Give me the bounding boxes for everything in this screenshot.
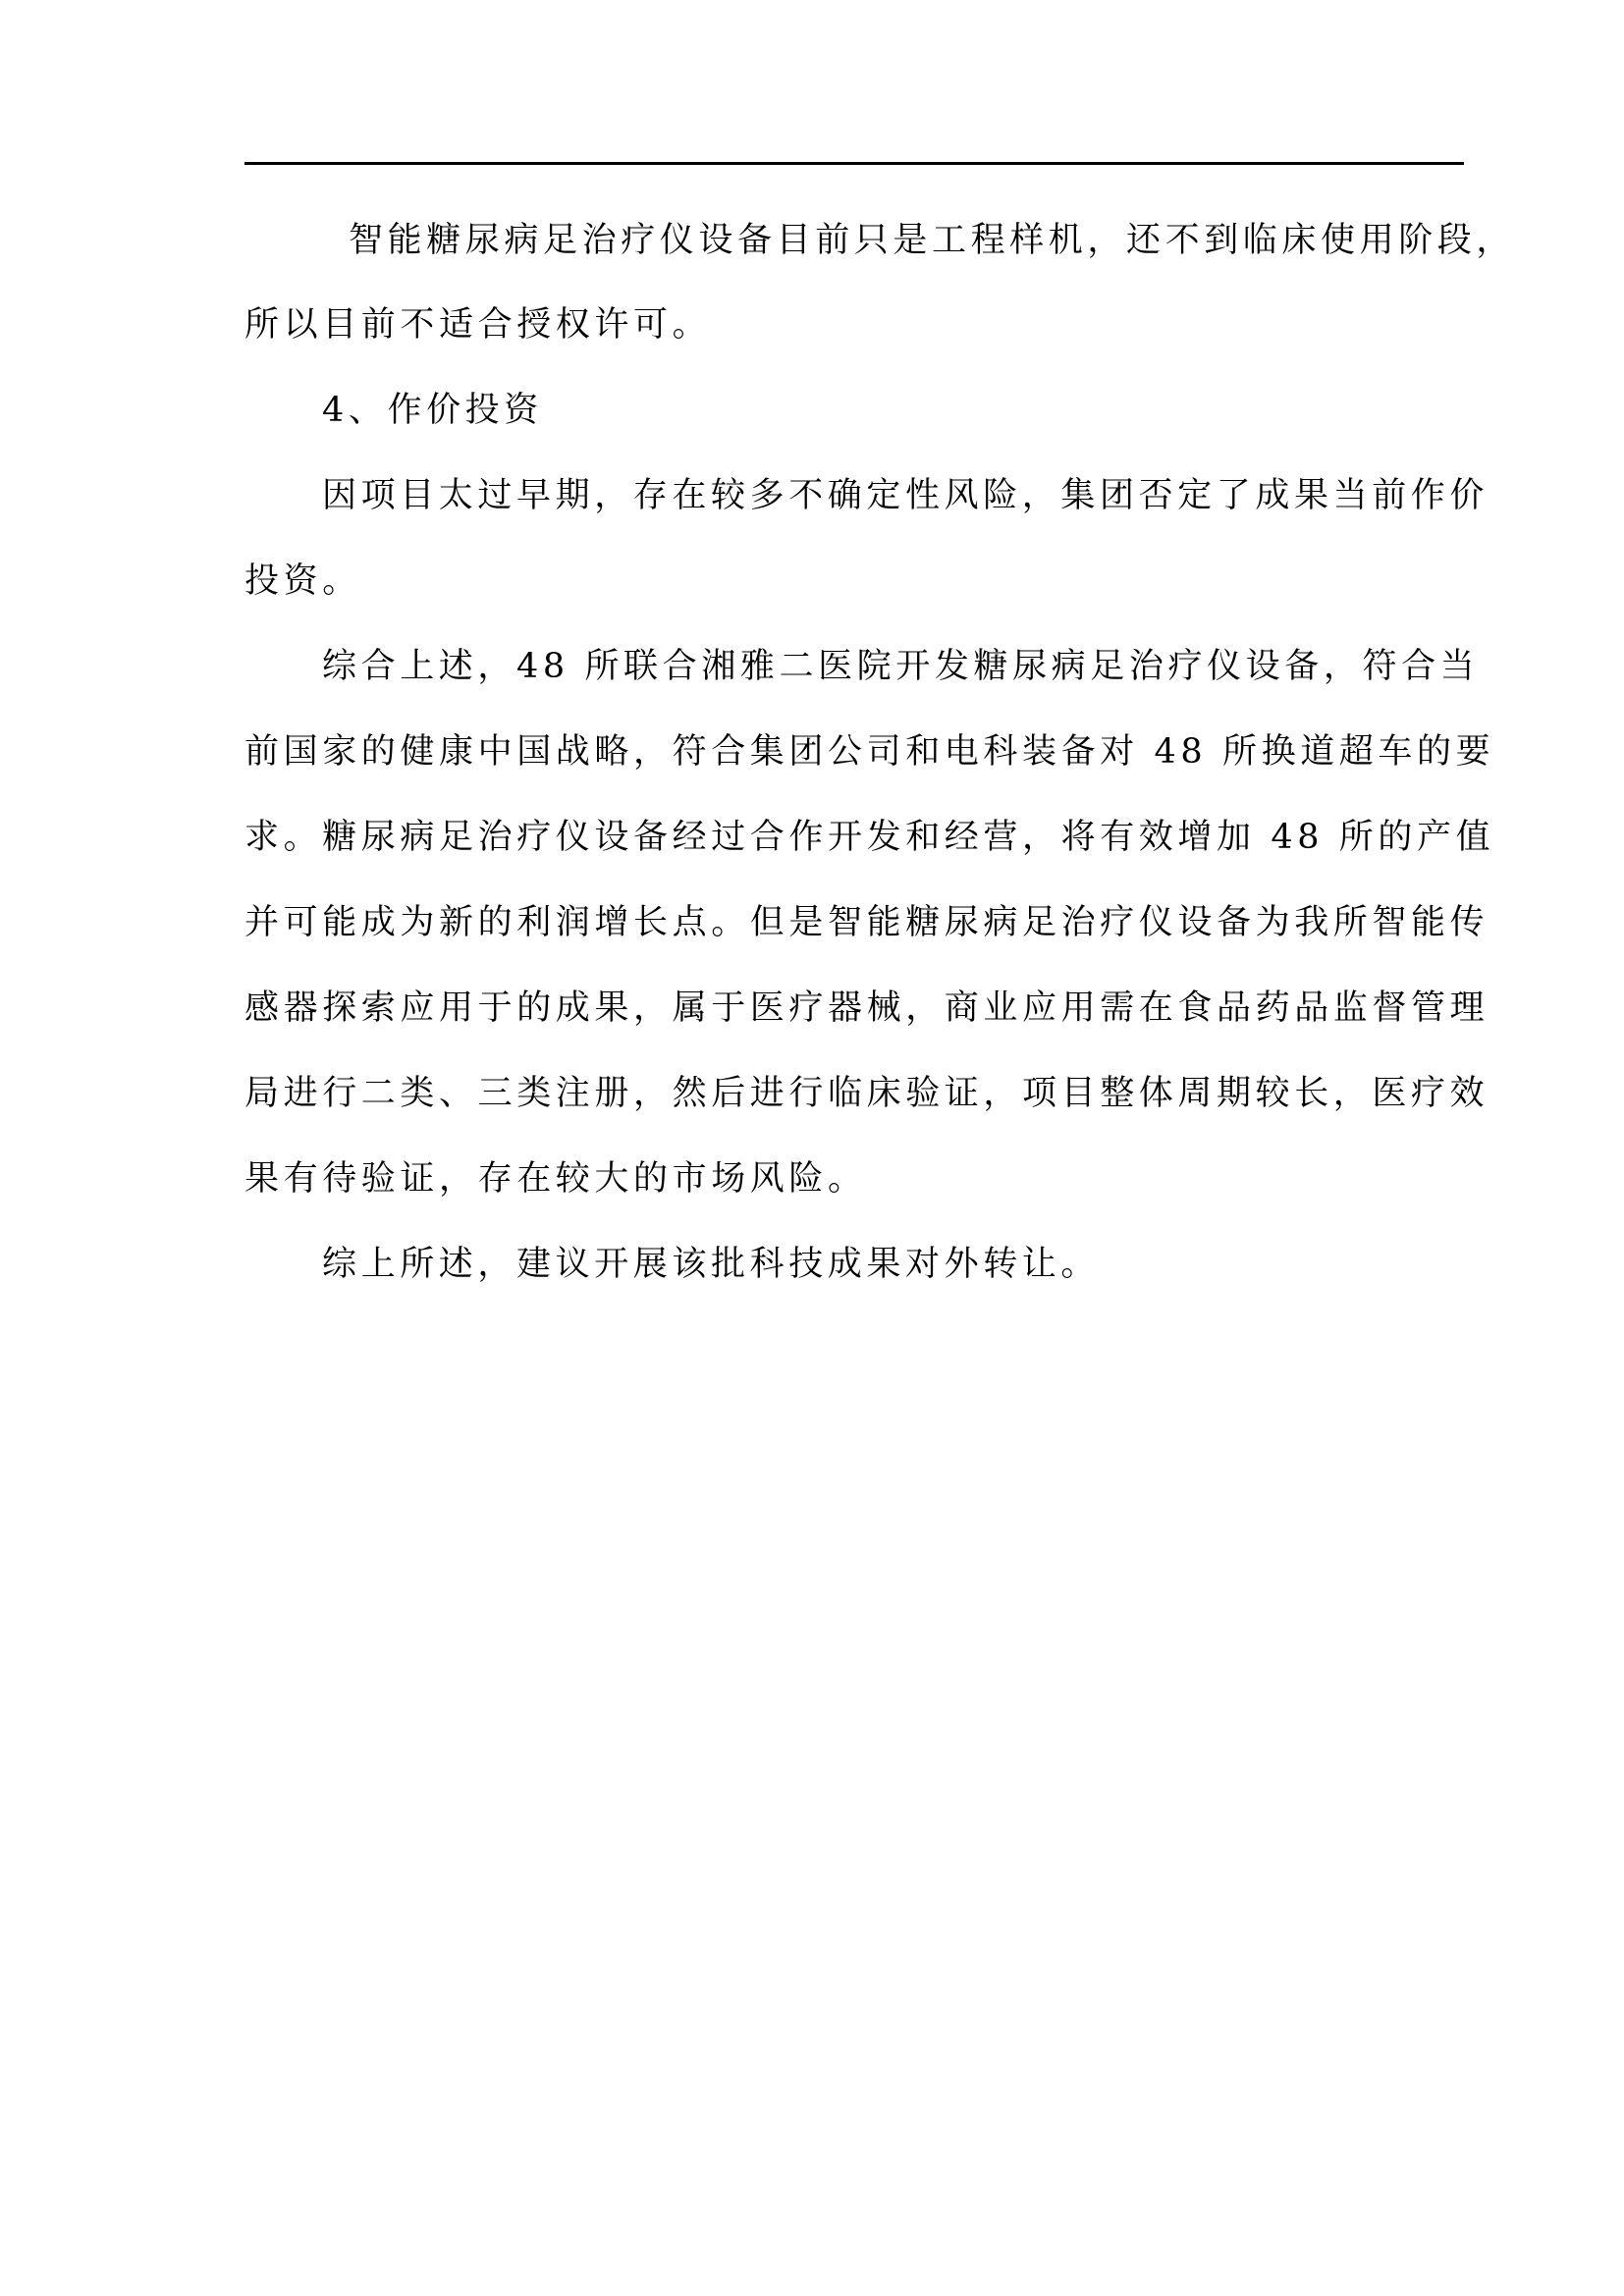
paragraph-line: 果有待验证，存在较大的市场风险。 xyxy=(244,1159,867,1199)
paragraph-line: 局进行二类、三类注册，然后进行临床验证，项目整体周期较长，医疗效 xyxy=(244,1074,1489,1113)
paragraph-line: 投资。 xyxy=(244,561,361,601)
paragraph-line: 智能糖尿病足治疗仪设备目前只是工程样机，还不到临床使用阶段， xyxy=(349,221,1516,260)
header-rule xyxy=(244,162,1464,165)
paragraph-line: 综合上述，48 所联合湘雅二医院开发糖尿病足治疗仪设备，符合当 xyxy=(322,647,1480,686)
paragraph-line: 前国家的健康中国战略，符合集团公司和电科装备对 48 所换道超车的要 xyxy=(244,732,1495,772)
paragraph-line: 并可能成为新的利润增长点。但是智能糖尿病足治疗仪设备为我所智能传 xyxy=(244,903,1489,942)
paragraph-line: 感器探索应用于的成果，属于医疗器械，商业应用需在食品药品监督管理 xyxy=(244,988,1489,1028)
section-heading: 4、作价投资 xyxy=(322,391,543,430)
conclusion-line: 综上所述，建议开展该批科技成果对外转让。 xyxy=(322,1245,1101,1284)
paragraph-line: 所以目前不适合授权许可。 xyxy=(244,305,712,345)
paragraph-line: 因项目太过早期，存在较多不确定性风险，集团否定了成果当前作价 xyxy=(322,476,1489,515)
paragraph-line: 求。糖尿病足治疗仪设备经过合作开发和经营，将有效增加 48 所的产值 xyxy=(244,818,1495,857)
